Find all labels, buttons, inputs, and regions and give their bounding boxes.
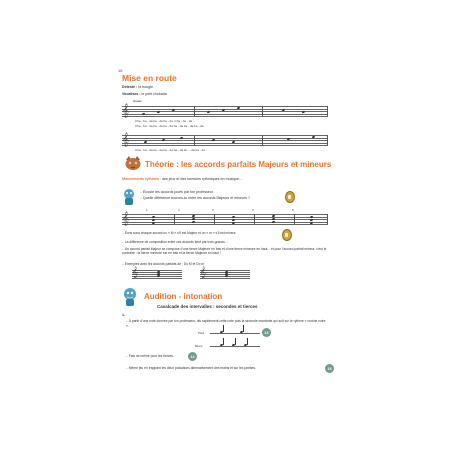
- note: [212, 139, 216, 142]
- page-number: 16: [118, 68, 123, 73]
- vocalises-text: le petit chobada: [141, 92, 167, 96]
- instruction-3: – Même jeu en frappant les deux pulsations alternativement des mains et sur les jambes.: [126, 366, 256, 370]
- audio-track-button[interactable]: 13: [262, 328, 271, 337]
- rhythm-staff-blocs: [210, 344, 260, 348]
- cat-mascot-icon: [124, 156, 142, 172]
- child-mascot-icon: [122, 287, 138, 307]
- chord-label-4: 4: [252, 208, 254, 212]
- note: [162, 139, 166, 142]
- note: [144, 141, 148, 144]
- child-mascot-icon: [122, 188, 136, 206]
- chord-note-4: – Exemples avec les accords parfaits de : Do M et Do m: [122, 262, 205, 266]
- treble-clef-icon: 𝄞: [122, 103, 130, 117]
- treble-clef-icon: 𝄞: [122, 211, 130, 225]
- lyrics-line-2: Cha - ba - da ba - da ba - da ba - da ba - da ba - da: [135, 124, 204, 128]
- lyrics-line-1: Cha - ba - da ba - da ba - da, Cha - ba - da ...: [135, 119, 196, 123]
- chord-label-2: 2: [178, 208, 180, 212]
- chord-label-3: 3: [212, 208, 214, 212]
- subtitle-cavalcade: Cavalcade des intervalles : secondes et tierces: [157, 304, 258, 309]
- staff-chords: [122, 211, 328, 225]
- chord-note-3: – Un accord parfait Majeur se compose d'une tierce Majeure en bas et d'une tierce mineure en haut... et pour l'accord parfait mineur, c'est le contraire : la tierce mineure est en bas et la tierce Majeure en haut !: [122, 247, 327, 256]
- audio-track-button[interactable]: 15: [325, 364, 334, 373]
- label-blocs: Blocs: [195, 344, 203, 348]
- vocalises-label: Vocalises :: [122, 92, 141, 96]
- audio-track-button[interactable]: 14: [188, 352, 197, 361]
- audio-cd-icon: [285, 191, 295, 203]
- tempo-marking: Assez: [133, 99, 142, 103]
- chord-note-2: – La différence de composition entre ces accords tient par trois grands...: [122, 240, 228, 244]
- section-title-theorie: Théorie : les accords parfaits Majeurs et mineurs: [145, 160, 332, 169]
- treble-clef-icon: 𝄞: [122, 132, 130, 146]
- movements-line: [122, 177, 342, 182]
- movements-text: : des jeux et des formules rythmiques en musique...: [159, 177, 243, 181]
- instruction-2: – Fais de même pour les tierces.: [126, 354, 174, 358]
- instruction-1: – À partir d'une note donnée par ton professeur, dis rapidement cette note puis la seconde montante qui suit sur le rythme « croche noire ».: [126, 319, 326, 328]
- question-2: – Quelle différence trouves-tu entre les accords Majeurs et mineurs ?: [140, 196, 250, 200]
- note: [232, 141, 236, 144]
- section-title-audition: Audition - intonation: [144, 292, 223, 301]
- item-number: 1.: [122, 313, 125, 317]
- label-pied: Pied: [198, 331, 205, 335]
- lyrics-line-3: Cha - ba - da ba - da ba - da ba - da bo ... da ba - da: [135, 148, 205, 152]
- movements-label: Mouvements rythmés: [122, 177, 159, 181]
- detente-text: la bougie.: [138, 85, 154, 89]
- staff-example-dom: 𝄞: [132, 270, 182, 278]
- question-1-text: Écoute les accords joués par ton professeur.: [143, 190, 214, 194]
- question-1: – Écoute les accords joués par ton professeur.: [140, 190, 214, 194]
- chord-label-1: 1: [146, 208, 148, 212]
- section-title-mise-en-route: Mise en route: [122, 73, 177, 83]
- staff-vocalise-2: [122, 132, 328, 146]
- detente-line: [122, 85, 154, 90]
- rhythm-staff-pied: [210, 331, 260, 335]
- detente-label: Détente :: [122, 85, 138, 89]
- staff-example-dom-minor: 𝄞: [200, 270, 250, 278]
- note: [312, 136, 316, 139]
- chord-label-5: 5: [292, 208, 294, 212]
- chord-note-1: – Écris sous chaque accord un « M » s'il est Majeur et un « m » s'il est mineur.: [122, 231, 237, 235]
- vocalises-line: [122, 92, 167, 97]
- question-2-text: Quelle différence trouves-tu entre les accords Majeurs et mineurs ?: [143, 196, 250, 200]
- note: [237, 107, 241, 110]
- staff-vocalise-1: [122, 103, 328, 117]
